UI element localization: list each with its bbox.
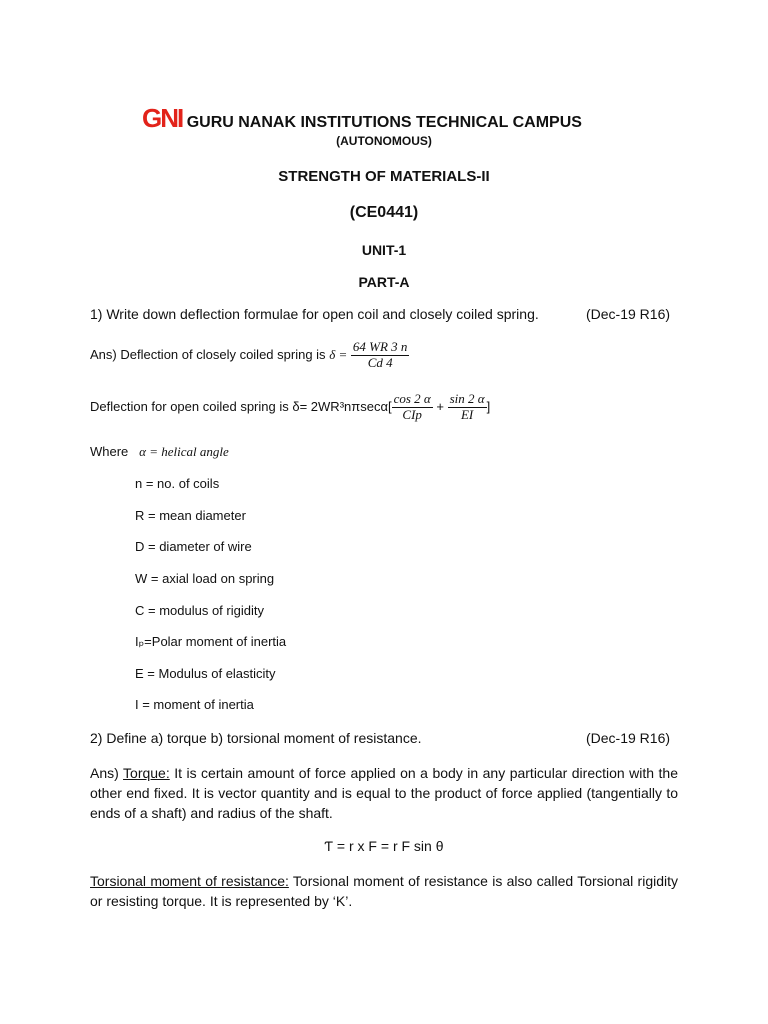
open-mid: δ= 2WR³nπsecα[ [292, 398, 392, 414]
def-d: D = diameter of wire [135, 539, 252, 554]
def-n: n = no. of coils [135, 476, 220, 491]
unit-label: UNIT-1 [361, 242, 407, 258]
q2-tag: (Dec-19 R16) [586, 730, 671, 746]
torque-formula: Ƭ = r x F = r F sin θ [324, 838, 444, 854]
def-r: R = mean diameter [135, 508, 246, 523]
open-f1-num: cos 2 α [393, 391, 431, 406]
where-label: Where [90, 444, 129, 459]
part-label: PART-A [358, 274, 410, 290]
delta-eq: δ = [329, 346, 348, 362]
course-title: STRENGTH OF MATERIALS-II [278, 168, 490, 185]
def-ip: Iₚ=Polar moment of inertia [135, 634, 287, 649]
open-f1-den: CIp [402, 406, 422, 422]
open-f2-num: sin 2 α [449, 391, 485, 406]
torque-definition: It is certain amount of force applied on a body in any particular direction with the other end fixed. It is vector quantity and is equal to the product of force applied (tangentially to ends of a shaft) and radius of the shaft. [90, 765, 678, 821]
q1-answer-close [90, 340, 409, 371]
tmr-paragraph [90, 871, 678, 911]
open-fraction-1 [392, 392, 433, 423]
def-i: I = moment of inertia [135, 697, 254, 712]
course-code: (CE0441) [349, 204, 419, 221]
open-f2-den: EI [460, 406, 474, 422]
tmr-definition: Torsional moment of resistance is also called Torsional rigidity or resisting torque. It is represented by ‘K’. [90, 873, 679, 909]
q1-tag: (Dec-19 R16) [586, 306, 671, 322]
open-prefix: Deflection for open coiled spring is [90, 398, 289, 414]
close-denominator: Cd 4 [367, 354, 393, 370]
q1-question: 1) Write down deflection formulae for open coil and closely coiled spring. [90, 306, 539, 322]
tmr-term: Torsional moment of resistance: [90, 873, 289, 889]
institution-name: GURU NANAK INSTITUTIONS TECHNICAL CAMPUS [186, 114, 582, 131]
autonomous-label: (AUTONOMOUS) [336, 134, 432, 148]
close-numerator: 64 WR 3 n [352, 339, 408, 354]
plus-sign: + [436, 398, 444, 414]
def-w: W = axial load on spring [135, 571, 275, 586]
open-fraction-2 [448, 392, 487, 423]
q2-answer-prefix: Ans) [90, 765, 119, 781]
institution-logo: GNI [142, 103, 183, 133]
where-equation: α = helical angle [139, 444, 229, 459]
q1-answer-prefix: Ans) Deflection of closely coiled spring is [90, 346, 326, 362]
q2-question: 2) Define a) torque b) torsional moment of resistance. [90, 730, 422, 746]
def-e: E = Modulus of elasticity [135, 666, 276, 681]
q1-answer-open [90, 392, 490, 423]
open-end: ] [486, 398, 491, 414]
header-line [142, 103, 582, 134]
where-line [90, 444, 229, 460]
torque-paragraph [90, 763, 678, 823]
close-coil-fraction [351, 340, 410, 371]
def-c: C = modulus of rigidity [135, 603, 264, 618]
torque-term: Torque: [123, 765, 170, 781]
